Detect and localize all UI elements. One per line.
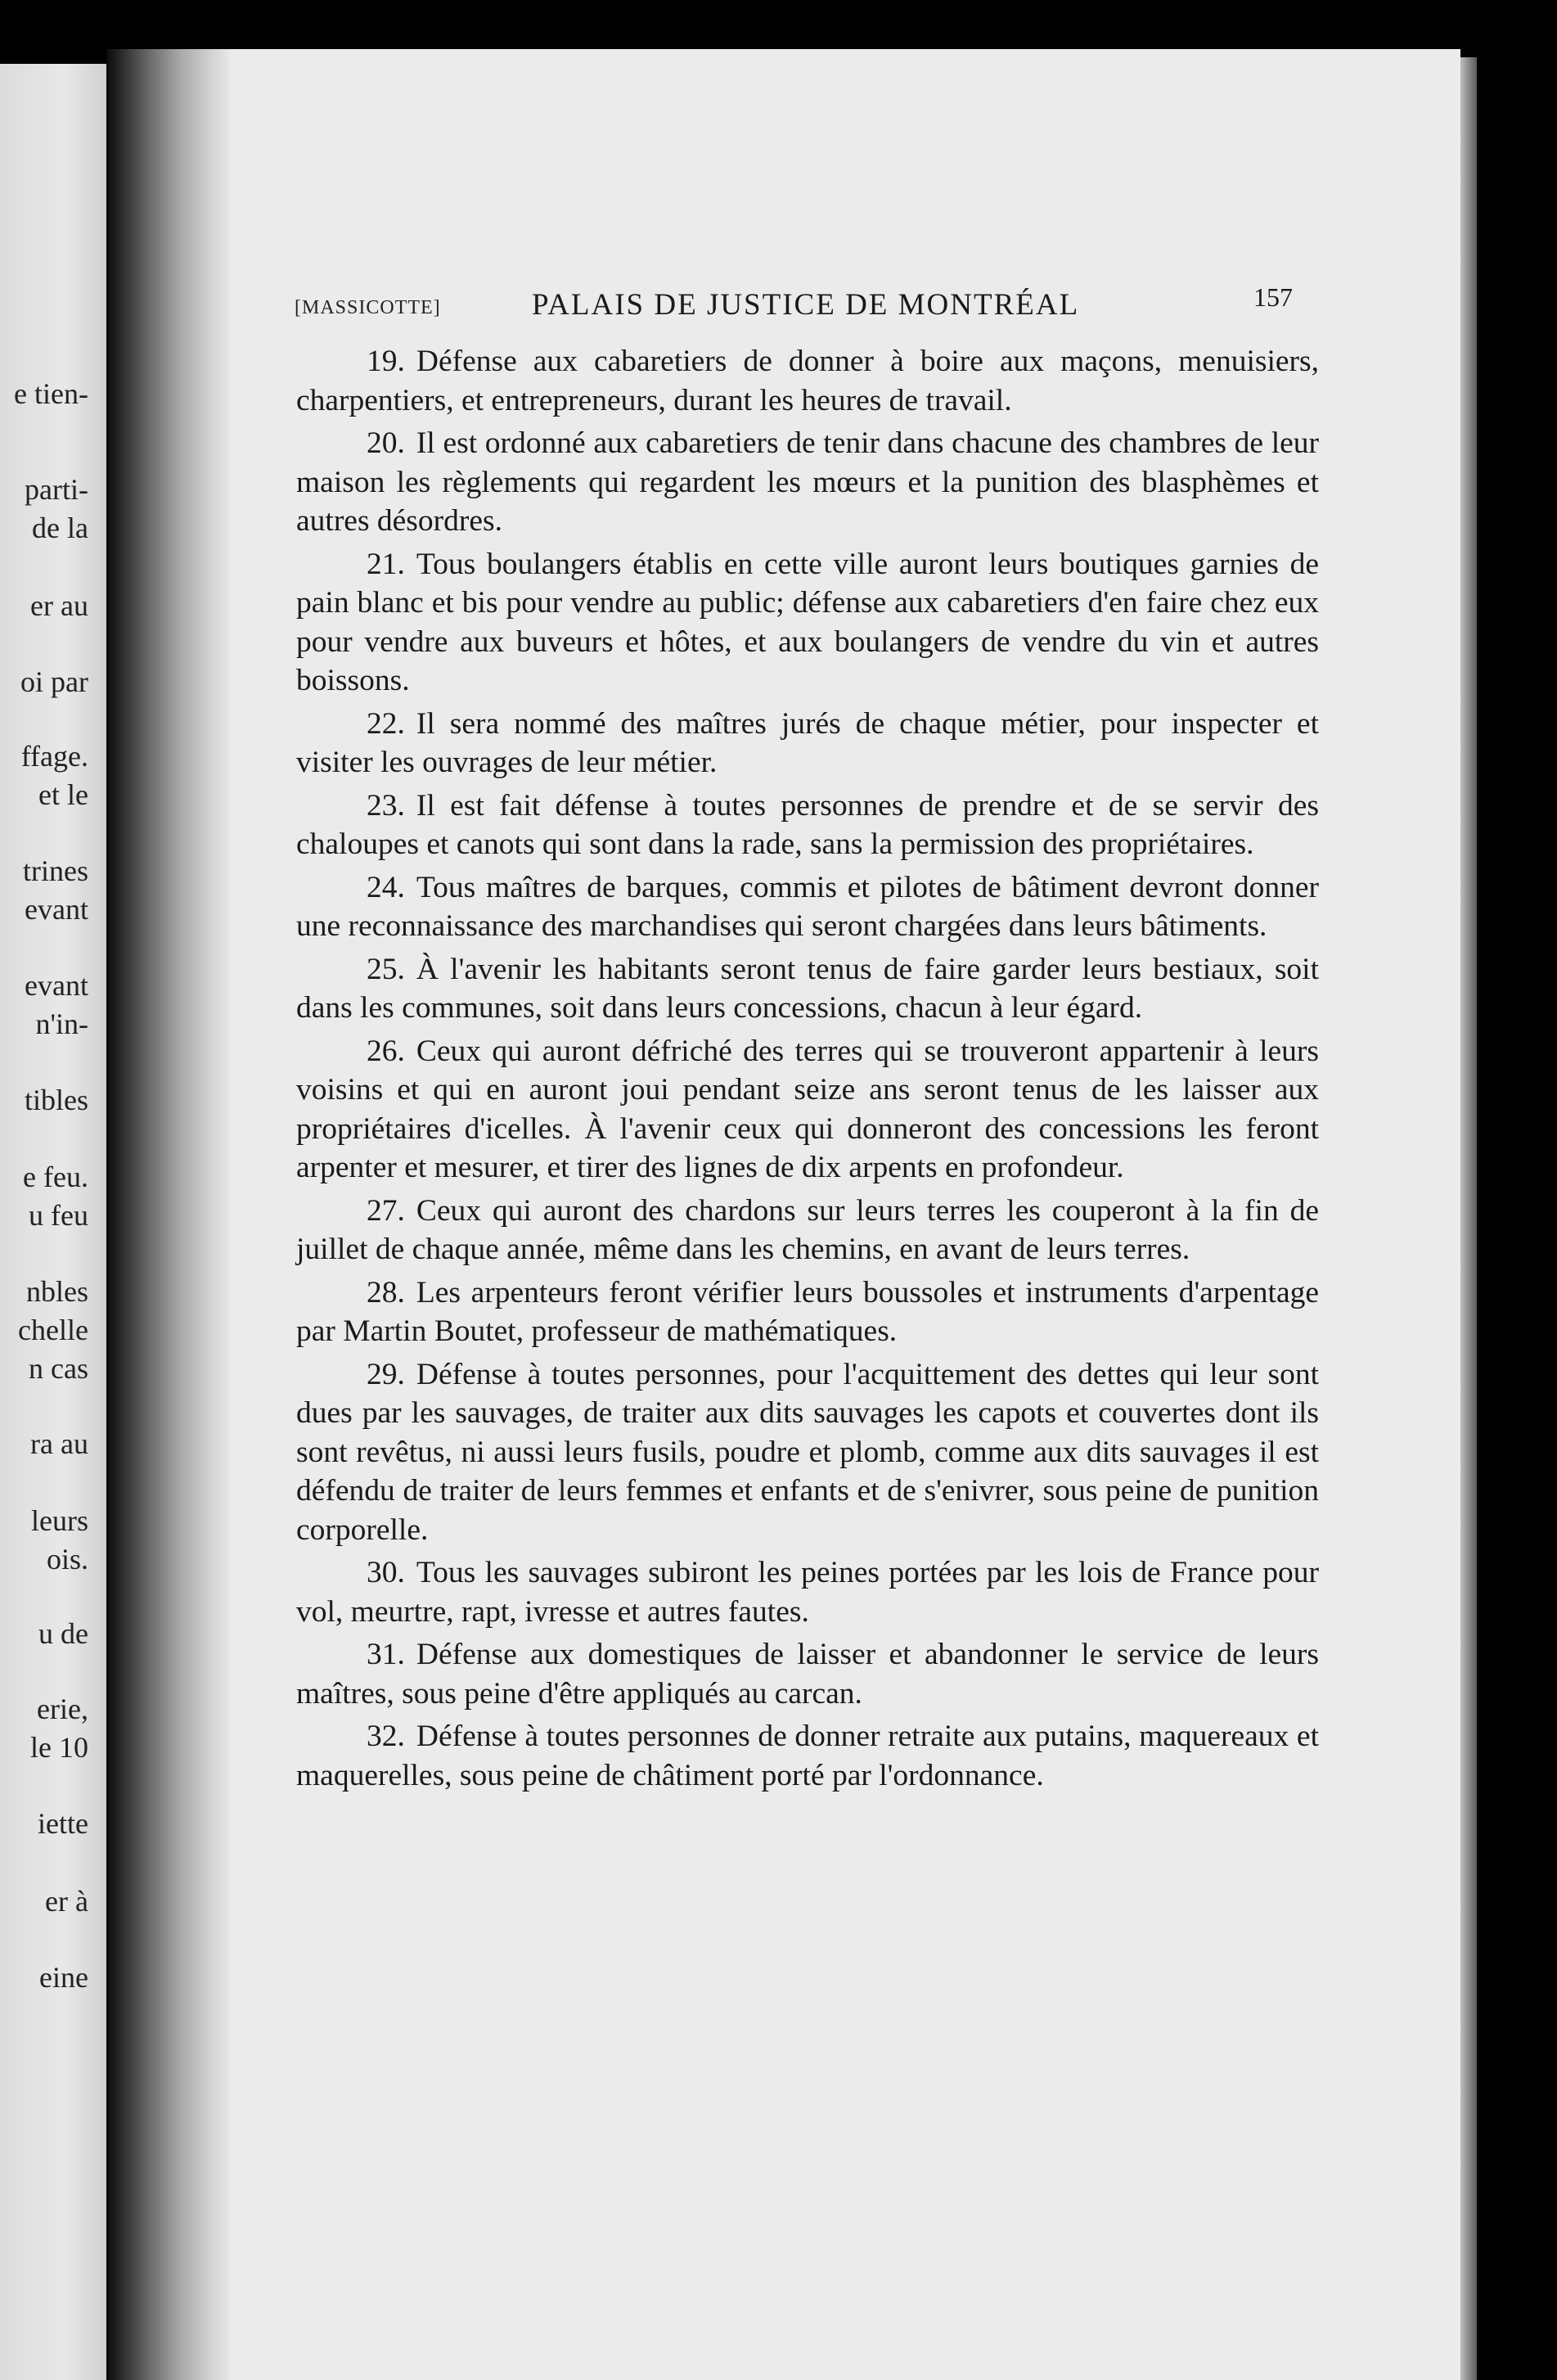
left-page-fragment: trines: [23, 854, 88, 887]
article-number: 20.: [367, 426, 405, 460]
article-number: 29.: [367, 1357, 405, 1391]
left-page-fragment: et le: [38, 778, 88, 811]
article-29: [296, 1355, 1319, 1550]
previous-page-edge: [0, 64, 106, 2380]
article-number: 23.: [367, 788, 405, 823]
article-text: Ceux qui auront des chardons sur leurs terres les couperont à la fin de juillet de chaque année, même dans les chemins, en avant de leurs terres.: [296, 1193, 1319, 1266]
article-20: [296, 424, 1319, 541]
article-text: Il est ordonné aux cabaretiers de tenir dans chacune des chambres de leur maison les règlements qui regardent les mœurs et la punition des blasphèmes et autres désordres.: [296, 426, 1319, 538]
article-number: 27.: [367, 1193, 405, 1228]
article-number: 32.: [367, 1720, 405, 1753]
article-text: Défense aux domestiques de laisser et abandonner le service de leurs maîtres, sous peine d'être appliqués au carcan.: [296, 1638, 1319, 1711]
left-page-fragment: e feu.: [23, 1161, 88, 1193]
article-text: À l'avenir les habitants seront tenus de faire garder leurs bestiaux, soit dans les communes, soit dans leurs concessions, chacun à leur égard.: [296, 952, 1319, 1025]
left-page-fragment: eine: [39, 1961, 88, 1994]
left-page-fragment: leurs: [31, 1504, 88, 1537]
article-28: [296, 1273, 1319, 1351]
article-text: Défense à toutes personnes, pour l'acquittement des dettes qui leur sont dues par les sauvages, de traiter aux dits sauvages les capots et couvertes dont ils sont revêtus, ni aussi leurs fusils, poudre et plomb, comme aux dits sauvages il est défendu de traiter de leurs femmes et enfants et de s'enivrer, sous peine de punition corporelle.: [296, 1357, 1319, 1547]
running-author: [MASSICOTTE]: [295, 297, 441, 318]
left-page-fragment: n cas: [29, 1352, 88, 1385]
left-page-fragment: de la: [32, 512, 88, 544]
left-page-fragment: nbles: [26, 1275, 88, 1308]
article-text: Tous maîtres de barques, commis et pilotes de bâtiment devront donner une reconnaissance des marchandises qui seront chargées dans leurs bâtiments.: [296, 870, 1319, 943]
article-number: 25.: [367, 952, 405, 986]
left-page-fragment: evant: [25, 893, 88, 926]
article-31: [296, 1635, 1319, 1713]
left-page-fragment: u feu: [29, 1199, 88, 1232]
article-text: Il sera nommé des maîtres jurés de chaque métier, pour inspecter et visiter les ouvrages de leur métier.: [296, 706, 1319, 779]
page-body: [296, 342, 1319, 1799]
article-text: Tous boulangers établis en cette ville auront leurs boutiques garnies de pain blanc et bis pour vendre au public; défense aux cabaretiers d'en faire chez eux pour vendre aux buveurs et hôtes, et aux boulangers de vendre du vin et autres boissons.: [296, 547, 1319, 697]
article-24: [296, 868, 1319, 946]
page-number: 157: [1253, 282, 1293, 312]
article-number: 31.: [367, 1638, 405, 1671]
left-page-fragment: chelle: [18, 1314, 88, 1346]
article-text: Les arpenteurs feront vérifier leurs boussoles et instruments d'arpentage par Martin Boutet, professeur de mathématiques.: [296, 1275, 1319, 1348]
article-number: 21.: [367, 547, 405, 581]
article-22: [296, 705, 1319, 782]
left-page-fragment: n'in-: [35, 1007, 88, 1040]
article-number: 19.: [367, 345, 405, 378]
page-edge-shadow: [1460, 57, 1477, 2380]
article-number: 22.: [367, 706, 405, 741]
running-header: [295, 282, 1293, 331]
left-page-fragment: iette: [38, 1807, 88, 1840]
left-page-fragment: e tien-: [14, 377, 88, 410]
article-text: Défense aux cabaretiers de donner à boire aux maçons, menuisiers, charpentiers, et entrepreneurs, durant les heures de travail.: [296, 345, 1319, 417]
left-page-fragment: erie,: [37, 1693, 88, 1725]
article-25: [296, 950, 1319, 1028]
left-page-fragment: er au: [30, 589, 88, 622]
article-23: [296, 787, 1319, 864]
article-32: [296, 1717, 1319, 1795]
article-text: Il est fait défense à toutes personnes de prendre et de se servir des chaloupes et canots qui sont dans la rade, sans la permission des propriétaires.: [296, 788, 1319, 861]
book-spine-shadow: [106, 49, 229, 2380]
left-page-fragment: ois.: [46, 1543, 88, 1575]
left-page-fragment: ra au: [30, 1427, 88, 1460]
article-text: Tous les sauvages subiront les peines portées par les lois de France pour vol, meurtre, rapt, ivresse et autres fautes.: [296, 1556, 1319, 1629]
article-number: 30.: [367, 1556, 405, 1589]
left-page-fragment: tibles: [25, 1084, 88, 1116]
left-page-fragment: le 10: [30, 1731, 88, 1764]
article-text: Ceux qui auront défriché des terres qui se trouveront appartenir à leurs voisins et qui en auront joui pendant seize ans seront tenus de les laisser aux propriétaires d'icelles. À l'avenir ceux qui donneront des concessions les feront arpenter et mesurer, et tirer des lignes de dix arpents en profondeur.: [296, 1034, 1319, 1184]
article-number: 24.: [367, 870, 405, 904]
article-30: [296, 1553, 1319, 1631]
running-title: PALAIS DE JUSTICE DE MONTRÉAL: [532, 288, 1080, 322]
article-26: [296, 1032, 1319, 1188]
left-page-fragment: parti-: [25, 473, 88, 506]
article-19: [296, 342, 1319, 420]
left-page-fragment: evant: [25, 969, 88, 1002]
article-27: [296, 1192, 1319, 1269]
left-page-fragment: u de: [38, 1617, 88, 1650]
left-page-fragment: ffage.: [20, 740, 88, 773]
left-page-fragment: er à: [45, 1885, 88, 1918]
article-number: 26.: [367, 1034, 405, 1068]
article-text: Défense à toutes personnes de donner retraite aux putains, maquereaux et maquerelles, sous peine de châtiment porté par l'ordonnance.: [296, 1720, 1319, 1792]
left-page-fragment: oi par: [20, 665, 88, 698]
article-21: [296, 545, 1319, 701]
article-number: 28.: [367, 1275, 405, 1309]
